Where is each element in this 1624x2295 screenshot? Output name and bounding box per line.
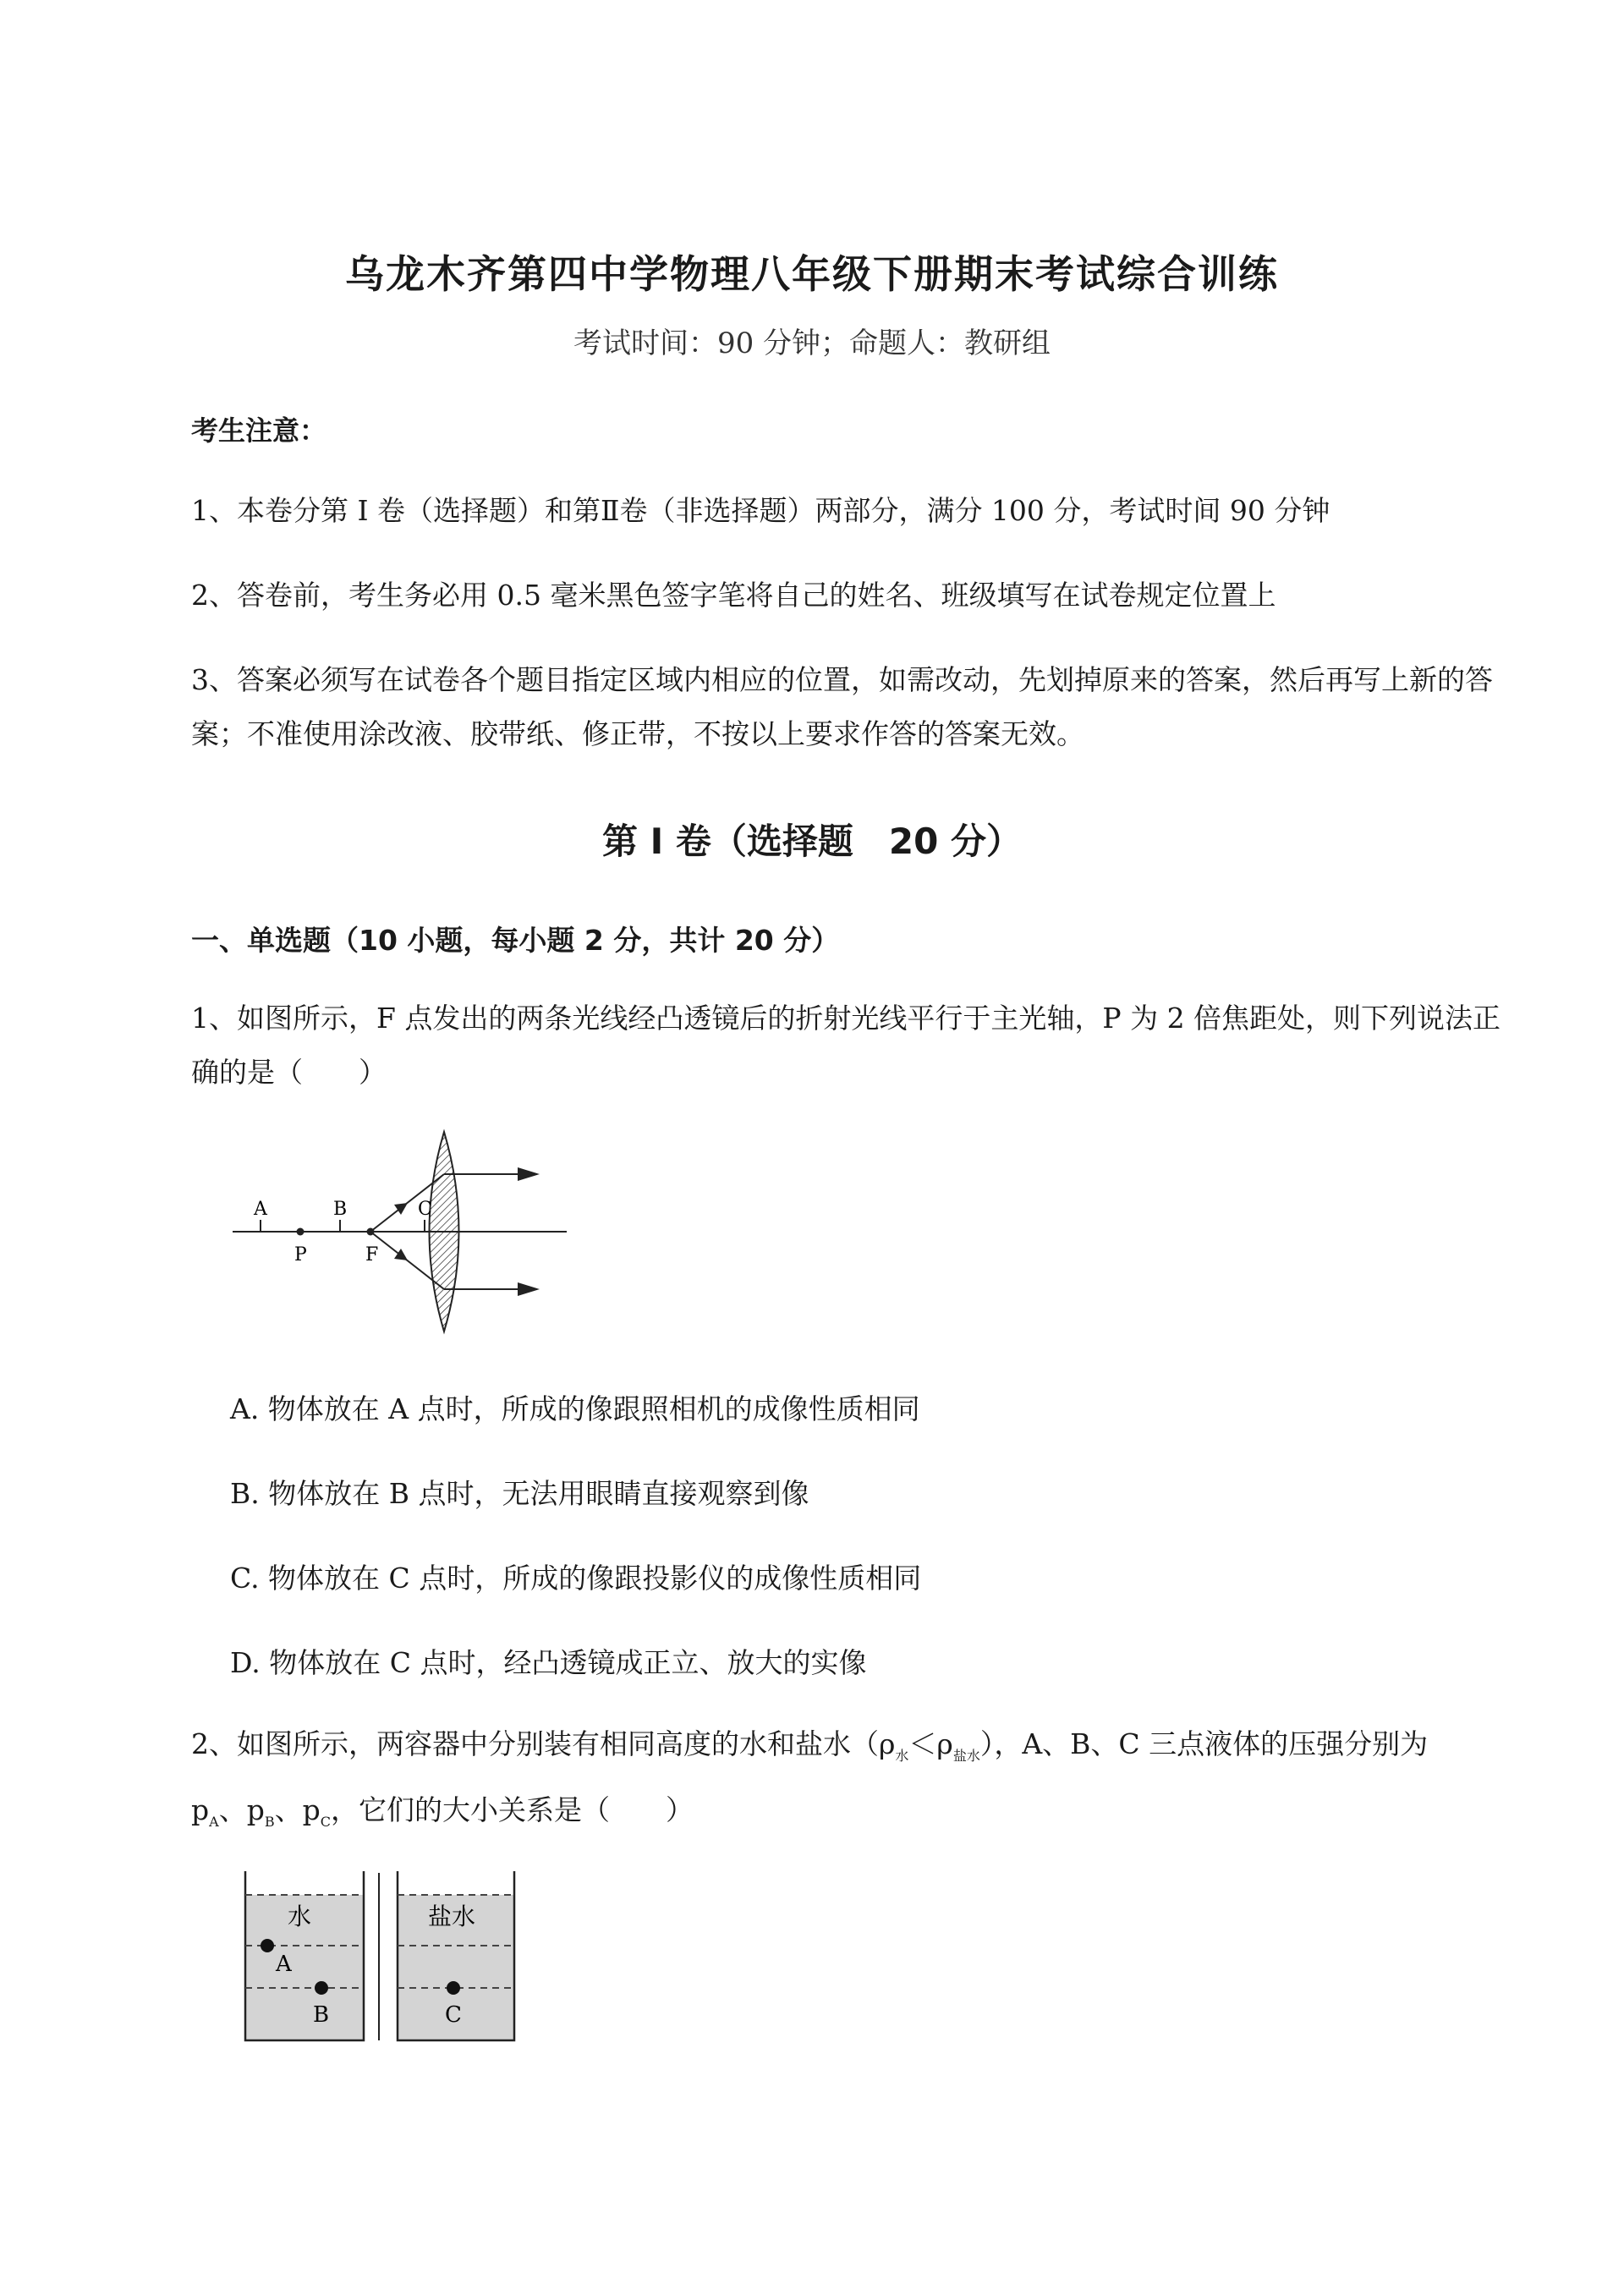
question-2-stem — [191, 1717, 1511, 1849]
label-f: F — [365, 1244, 379, 1266]
exam-info: 考试时间：90 分钟；命题人：教研组 — [573, 327, 1051, 360]
subscript-brine: 盐水 — [952, 1748, 980, 1764]
point-a — [261, 1939, 274, 1952]
arrow-icon — [518, 1282, 540, 1296]
stem-text: ＜ρ — [908, 1727, 953, 1760]
containers-diagram — [237, 1861, 524, 2056]
label-b: B — [313, 2002, 330, 2028]
label-c: C — [418, 1199, 432, 1220]
stem-text: 、p — [274, 1793, 321, 1826]
point-c — [447, 1981, 460, 1995]
arrow-icon — [394, 1249, 408, 1260]
question-1-stem: 1、如图所示，F 点发出的两条光线经凸透镜后的折射光线平行于主光轴，P 为 2 倍焦距处，则下列说法正确的是（ ） — [191, 1002, 1501, 1089]
notice-item-1: 1、本卷分第 I 卷（选择题）和第Ⅱ卷（非选择题）两部分，满分 100 分，考试时间 90 分钟 — [191, 494, 1330, 527]
notice-item-3: 3、答案必须写在试卷各个题目指定区域内相应的位置，如需改动，先划掉原来的答案，然后再写上新的答案；不准使用涂改液、胶带纸、修正带，不按以上要求作答的答案无效。 — [191, 663, 1493, 750]
label-c: C — [445, 2002, 462, 2028]
lens-diagram — [220, 1125, 584, 1345]
arrow-icon — [518, 1167, 540, 1181]
page-title: 乌龙木齐第四中学物理八年级下册期末考试综合训练 — [345, 251, 1279, 297]
question-1-option-b[interactable]: B. 物体放在 B 点时，无法用眼睛直接观察到像 — [230, 1477, 809, 1510]
point-f — [367, 1228, 375, 1236]
label-a: A — [254, 1199, 267, 1220]
arrow-icon — [394, 1203, 408, 1215]
subscript-b: B — [264, 1814, 275, 1830]
part-heading: 一、单选题（10 小题，每小题 2 分，共计 20 分） — [191, 924, 840, 957]
subscript-c: C — [320, 1814, 331, 1830]
notice-heading: 考生注意： — [191, 415, 327, 447]
stem-text: 、p — [218, 1793, 265, 1826]
stem-text: 2、如图所示，两容器中分别装有相同高度的水和盐水（ρ — [191, 1727, 896, 1760]
question-1-option-c[interactable]: C. 物体放在 C 点时，所成的像跟投影仪的成像性质相同 — [230, 1562, 922, 1595]
point-p — [297, 1228, 304, 1236]
point-b — [315, 1981, 328, 1995]
subscript-water: 水 — [895, 1748, 909, 1764]
label-a: A — [276, 1952, 292, 1977]
section-title: 第 I 卷（选择题 20 分） — [602, 821, 1022, 862]
question-1-option-d[interactable]: D. 物体放在 C 点时，经凸透镜成正立、放大的实像 — [230, 1646, 867, 1679]
notice-item-2: 2、答卷前，考生务必用 0.5 毫米黑色签字笔将自己的姓名、班级填写在试卷规定位置上 — [191, 579, 1276, 612]
stem-text: ，它们的大小关系是（ ） — [330, 1793, 694, 1826]
label-p: P — [294, 1244, 307, 1266]
convex-lens — [430, 1132, 459, 1331]
label-water: 水 — [288, 1902, 312, 1930]
label-brine: 盐水 — [428, 1902, 476, 1930]
subscript-a: A — [209, 1814, 219, 1830]
question-1-option-a[interactable]: A. 物体放在 A 点时，所成的像跟照相机的成像性质相同 — [230, 1392, 920, 1425]
label-b: B — [333, 1199, 348, 1220]
stem-text: ），A、B、C 三点液体的压强分别为 — [979, 1727, 1429, 1760]
stem-text: p — [191, 1793, 210, 1826]
